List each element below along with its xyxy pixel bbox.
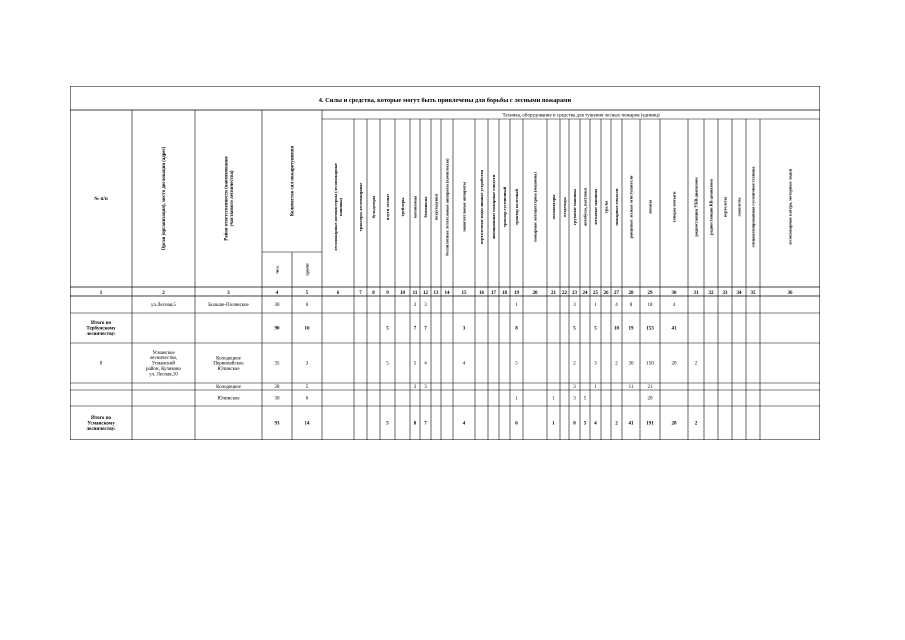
cell-value: 1 <box>515 303 518 309</box>
table-title: 4. Силы и средства, которые могут быть привлечены для борьбы с лесными пожарами <box>318 97 572 104</box>
cell-value: 5 <box>515 361 518 367</box>
cell-value: 20 <box>671 361 677 367</box>
cell-value: 5 <box>583 421 587 427</box>
header-equipment-26 <box>694 177 699 237</box>
header-equipment-25 <box>672 191 677 222</box>
cell-value: 16 <box>304 326 310 332</box>
header-persons-text: чел. <box>274 265 280 274</box>
column-number: 36 <box>787 290 793 296</box>
cell-value: 5 <box>305 385 309 391</box>
cell-value: 4 <box>594 421 597 427</box>
header-equipment-9-text: беспилотные летательные аппараты (комплексы) <box>444 158 450 256</box>
header-equipment-14-text: трактор колесный <box>514 189 520 225</box>
header-equipment-10 <box>462 181 467 232</box>
header-equipment-13 <box>502 186 507 227</box>
column-number: 8 <box>372 290 375 296</box>
header-equipment-24 <box>648 199 653 214</box>
column-number: 35 <box>750 290 756 296</box>
table-grid <box>70 86 820 440</box>
cell-value: 93 <box>274 421 280 427</box>
header-equipment-7 <box>423 196 428 218</box>
forest-fire-forces-table <box>70 86 820 440</box>
cell-value: 90 <box>274 326 280 332</box>
header-organization-text: Орган (организация), место дислокации (адрес) <box>162 146 168 251</box>
header-equipment-8 <box>434 193 439 220</box>
header-equipment-3-text: бульдозеры <box>371 195 377 219</box>
total-label: Итого по Усманскому лесничеству: <box>86 416 116 432</box>
cell-value: 2 <box>573 361 576 367</box>
header-equipment-22 <box>614 188 619 225</box>
header-equipment-29-text: самолеты <box>736 197 742 217</box>
header-equipment-2-text: тракторы лесопожарные <box>358 182 364 232</box>
header-area-text: Район ответственности (наименованиеучасткового лесничества) <box>224 156 236 241</box>
cell-value: 3 <box>413 385 417 391</box>
cell-value: 2 <box>694 421 698 427</box>
column-number: 25 <box>593 290 598 296</box>
column-number: 13 <box>433 290 439 296</box>
header-equipment-21 <box>604 200 609 213</box>
column-number: 33 <box>722 290 728 296</box>
column-number: 26 <box>603 290 609 296</box>
header-equipment-19-text: автобусы, вахтовки <box>582 188 588 226</box>
header-equipment-27-text: радиостанции КВ-диапазона <box>708 179 714 235</box>
column-number: 3 <box>227 290 230 296</box>
total-label: Итого по Тербунскому лесничеству: <box>86 321 116 337</box>
column-number: 32 <box>708 290 714 296</box>
header-equipment-22-text: пожарные емкости <box>614 188 620 226</box>
column-number: 15 <box>461 290 467 296</box>
header-equipment-23-text: ранцевые лесные огнетушители <box>628 175 634 239</box>
header-personnel-text: Количество сил пожаротушения <box>290 145 296 217</box>
column-number: 29 <box>647 290 653 296</box>
header-groups <box>305 263 310 276</box>
header-equipment-27 <box>709 178 714 235</box>
cell-value: 1 <box>594 385 597 391</box>
cell-value: 8 <box>629 303 633 309</box>
cell-value: 14 <box>304 421 310 427</box>
cell-value: ул.Лесная,5 <box>151 303 176 309</box>
cell-value: 4 <box>462 421 466 427</box>
column-number: 27 <box>614 290 619 296</box>
header-equipment-17-text: вездеходы <box>562 197 568 217</box>
column-number: 6 <box>336 290 340 296</box>
cell-value: 8 <box>413 421 417 427</box>
cell-value: 8 <box>573 421 576 427</box>
column-number: 14 <box>444 290 450 296</box>
header-equipment-15 <box>533 172 538 242</box>
column-number: 28 <box>628 290 634 296</box>
cell-value: 6 <box>305 396 309 402</box>
cell-value: 20 <box>647 396 653 402</box>
cell-value: 150 <box>646 361 654 367</box>
cell-value: 2 <box>615 421 618 427</box>
column-number: 24 <box>582 290 588 296</box>
header-equipment-5 <box>400 197 405 217</box>
header-equipment-26-text: радиостанции УКВ-диапазона <box>693 177 699 237</box>
header-equipment-18-text: грузовые машины <box>572 189 578 225</box>
cell-value: 1 <box>594 303 597 309</box>
cell-value: 7 <box>424 421 427 427</box>
header-equipment-11-text: вертолетные водосливные устройства <box>479 169 485 245</box>
column-number: 11 <box>412 290 418 296</box>
header-equipment-19 <box>583 188 588 226</box>
table-row <box>151 303 676 308</box>
header-equipment-30-text: специализированная гусеничная техника <box>750 166 756 248</box>
header-organization <box>162 146 167 250</box>
cell-value: 7 <box>424 326 427 332</box>
cell-value: 2 <box>694 361 698 367</box>
header-equipment-30 <box>751 166 756 248</box>
area-name: Больше-Полянское <box>208 303 249 309</box>
cell-value: 11 <box>628 385 634 391</box>
total-row <box>86 416 697 432</box>
cell-value: 3 <box>573 303 576 309</box>
total-row <box>86 321 677 337</box>
column-number: 30 <box>671 290 677 296</box>
header-equipment-12-text: авиационные пожарные емкости <box>491 174 497 240</box>
cell-value: 191 <box>646 421 654 427</box>
header-equipment-21-text: тралы <box>603 200 609 214</box>
cell-value: 5 <box>386 326 389 332</box>
header-equipment-3 <box>371 195 376 218</box>
header-equipment-4 <box>385 194 390 221</box>
cell-value: 19 <box>628 326 634 332</box>
header-equipment-25-text: топоры-мотыги <box>671 191 677 223</box>
cell-value: 1 <box>552 421 555 427</box>
cell-value: 7 <box>413 326 417 332</box>
cell-value: 3 <box>573 385 576 391</box>
table-row <box>217 397 653 402</box>
header-persons <box>275 265 280 273</box>
cell-value: 6 <box>305 303 309 309</box>
header-equipment-13-text: трактор гусеничный <box>502 186 508 228</box>
cell-value: 35 <box>274 361 280 367</box>
column-number: 2 <box>162 290 165 296</box>
column-number: 34 <box>736 290 742 296</box>
header-equipment-6-text: мотопомпы <box>412 195 418 219</box>
header-personnel <box>291 145 296 216</box>
cell-value: 3 <box>594 361 597 367</box>
cell-value: 10 <box>614 326 619 332</box>
area-name: Колодецкое Первомайское Юлинское <box>213 356 244 372</box>
cell-value: 20 <box>671 421 677 427</box>
cell-value: 153 <box>646 326 654 332</box>
area-name: Колодецкое <box>216 385 241 391</box>
header-equipment-1 <box>333 163 343 251</box>
header-equipment-31 <box>788 168 793 245</box>
header-equipment-7-text: бензопилы <box>423 196 429 218</box>
cell-value: 4 <box>672 303 676 309</box>
cell-value: 4 <box>615 303 618 309</box>
cell-value: 1 <box>515 396 518 402</box>
header-equipment-group: Техника, оборудование и средства для тушения лесных пожаров (единиц) <box>502 113 660 119</box>
cell-value: 3 <box>462 326 466 332</box>
column-number: 16 <box>479 290 484 296</box>
header-equipment-5-text: трейлеры <box>400 197 406 217</box>
column-number: 12 <box>423 290 428 296</box>
header-equipment-29 <box>737 197 742 216</box>
column-number: 10 <box>400 290 405 296</box>
header-equipment-16-text: экскаваторы <box>551 194 557 220</box>
cell-value: 5 <box>386 421 389 427</box>
cell-value: 5 <box>573 326 576 332</box>
cell-value: 4 <box>424 361 427 367</box>
cell-value: 8 <box>99 361 103 367</box>
column-number: 5 <box>305 290 309 296</box>
cell-value: 4 <box>462 361 466 367</box>
area-name: Юлинское <box>217 396 240 402</box>
column-number: 31 <box>693 290 699 296</box>
cell-value: 3 <box>424 303 427 309</box>
cell-value: 18 <box>647 303 653 309</box>
header-equipment-2 <box>358 183 363 232</box>
organization-address: Усманское лесничество, Усманский район, Куликово ул. Лесная,10 <box>146 350 181 378</box>
header-equipment-17 <box>562 197 567 217</box>
header-equipment-12 <box>491 174 496 239</box>
table-row <box>100 351 698 378</box>
cell-value: 3 <box>573 396 576 402</box>
column-number: 21 <box>551 290 556 296</box>
cell-value: 8 <box>515 326 518 332</box>
cell-value: 41 <box>671 326 677 332</box>
header-equipment-1-text: лесопожарные автоцистерны (лесопожарныемашины) <box>332 163 344 251</box>
header-equipment-23 <box>629 175 634 238</box>
table-body <box>86 303 697 432</box>
header-equipment-9 <box>445 158 450 256</box>
cell-value: 5 <box>413 361 417 367</box>
header-equipment-15-text: пожарные автоцистерны (машины) <box>532 172 538 242</box>
header-equipment-14 <box>514 189 519 225</box>
header-equipment-20 <box>593 188 598 225</box>
column-number: 23 <box>572 290 577 296</box>
cell-value: 2 <box>615 361 618 367</box>
column-number: 19 <box>514 290 519 296</box>
column-number: 9 <box>386 290 389 296</box>
header-equipment-28-text: вертолеты <box>722 196 728 218</box>
column-number: 4 <box>275 290 279 296</box>
cell-value: 5 <box>386 361 389 367</box>
header-equipment-10-text: зажигательные аппараты <box>461 181 467 233</box>
column-number: 17 <box>491 290 496 296</box>
cell-value: 5 <box>583 396 587 402</box>
cell-value: 21 <box>647 385 653 391</box>
column-number: 7 <box>359 290 362 296</box>
cell-value: 5 <box>594 326 597 332</box>
header-equipment-6 <box>413 195 418 218</box>
cell-value: 6 <box>515 421 518 427</box>
column-number-row <box>100 291 793 296</box>
cell-value: 1 <box>552 396 555 402</box>
cell-value: 30 <box>274 396 280 402</box>
header-equipment-28 <box>723 196 728 217</box>
column-number: 1 <box>99 290 103 296</box>
cell-value: 30 <box>274 303 280 309</box>
cell-value: 3 <box>424 385 427 391</box>
cell-value: 28 <box>274 385 280 391</box>
header-equipment-20-text: легковые машины <box>593 188 599 226</box>
header-equipment-24-text: лопаты <box>647 199 653 215</box>
table-row <box>216 385 653 390</box>
header-area <box>224 156 235 240</box>
cell-value: 41 <box>628 421 634 427</box>
header-equipment-16 <box>551 194 556 220</box>
column-number: 18 <box>502 290 507 296</box>
column-number: 20 <box>532 290 538 296</box>
header-groups-text: групп <box>304 263 310 276</box>
header-equipment-4-text: плуги лесные <box>385 193 391 221</box>
header-equipment-11 <box>479 169 484 244</box>
header-number: № п/п <box>94 197 108 203</box>
header-equipment-18 <box>572 188 577 224</box>
cell-value: 3 <box>413 303 417 309</box>
cell-value: 30 <box>628 361 634 367</box>
header-equipment-31-text: лесопожарные катера, моторные лодки <box>787 168 793 246</box>
header-equipment-8-text: воздуходувки <box>433 193 439 221</box>
cell-value: 3 <box>305 361 309 367</box>
column-number: 22 <box>562 290 567 296</box>
